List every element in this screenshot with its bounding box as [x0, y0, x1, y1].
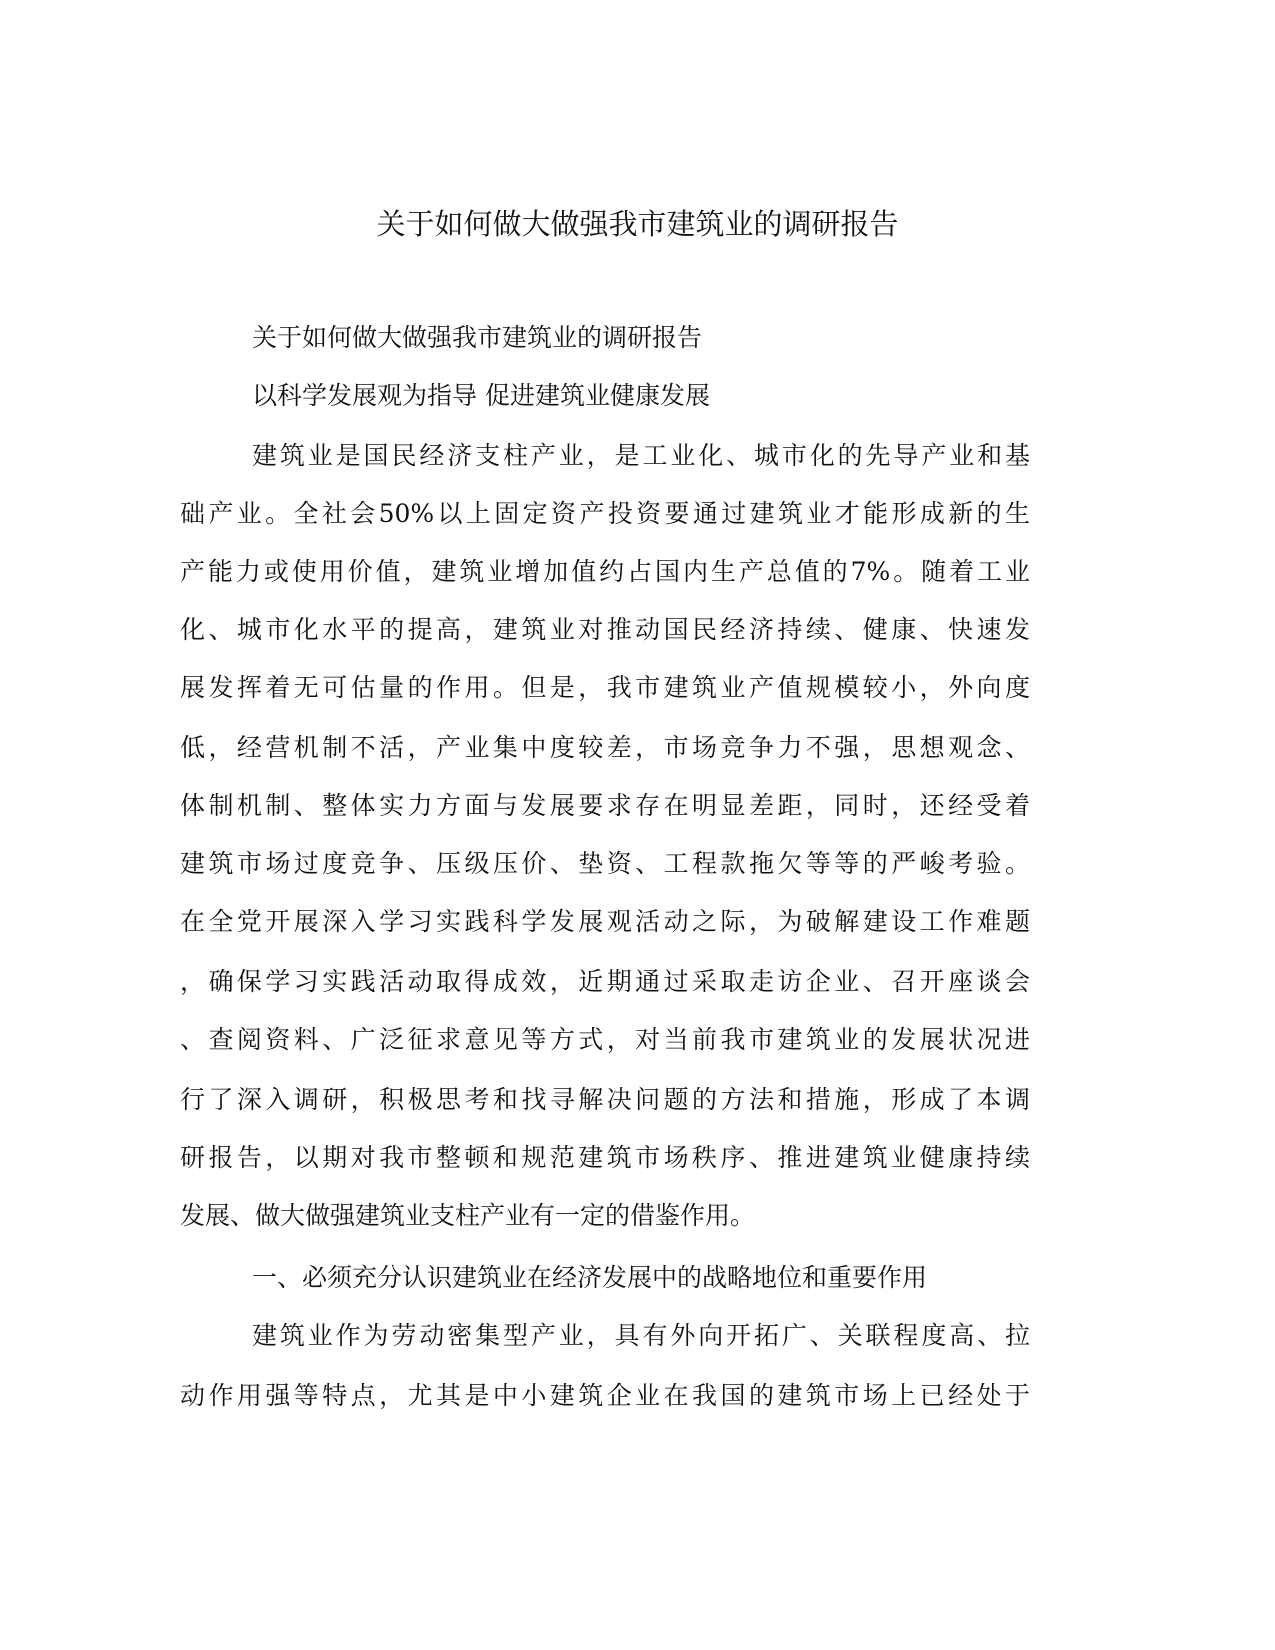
- text-line: 动作用强等特点，尤其是中小建筑企业在我国的建筑市场上已经处于: [180, 1381, 1030, 1410]
- text-line: 低，经营机制不活，产业集中度较差，市场竞争力不强，思想观念、: [180, 733, 1030, 762]
- text-line: 建筑业作为劳动密集型产业，具有外向开拓广、关联程度高、拉: [252, 1321, 1030, 1350]
- text-line: 关于如何做大做强我市建筑业的调研报告: [252, 323, 703, 352]
- text-line: 建筑市场过度竞争、压级压价、垫资、工程款拖欠等等的严峻考验。: [180, 849, 1030, 878]
- text-line: 以科学发展观为指导 促进建筑业健康发展: [252, 381, 710, 410]
- text-line: 、查阅资料、广泛征求意见等方式，对当前我市建筑业的发展状况进: [180, 1025, 1030, 1054]
- text-line: ，确保学习实践活动取得成效，近期通过采取走访企业、召开座谈会: [180, 967, 1030, 996]
- text-line: 发展、做大做强建筑业支柱产业有一定的借鉴作用。: [180, 1201, 756, 1230]
- text-line: 在全党开展深入学习实践科学发展观活动之际，为破解建设工作难题: [180, 907, 1030, 936]
- document-title: 关于如何做大做强我市建筑业的调研报告: [376, 207, 899, 241]
- text-line: 一、必须充分认识建筑业在经济发展中的战略地位和重要作用: [252, 1263, 928, 1292]
- text-line: 展发挥着无可估量的作用。但是，我市建筑业产值规模较小，外向度: [180, 673, 1030, 702]
- text-line: 产能力或使用价值，建筑业增加值约占国内生产总值的7%。随着工业: [180, 557, 1030, 586]
- text-line: 础产业。全社会50%以上固定资产投资要通过建筑业才能形成新的生: [180, 499, 1030, 528]
- text-line: 体制机制、整体实力方面与发展要求存在明显差距，同时，还经受着: [180, 791, 1030, 820]
- text-line: 行了深入调研，积极思考和找寻解决问题的方法和措施，形成了本调: [180, 1085, 1030, 1114]
- text-line: 研报告，以期对我市整顿和规范建筑市场秩序、推进建筑业健康持续: [180, 1143, 1030, 1172]
- text-line: 建筑业是国民经济支柱产业，是工业化、城市化的先导产业和基: [252, 441, 1030, 470]
- text-line: 化、城市化水平的提高，建筑业对推动国民经济持续、健康、快速发: [180, 615, 1030, 644]
